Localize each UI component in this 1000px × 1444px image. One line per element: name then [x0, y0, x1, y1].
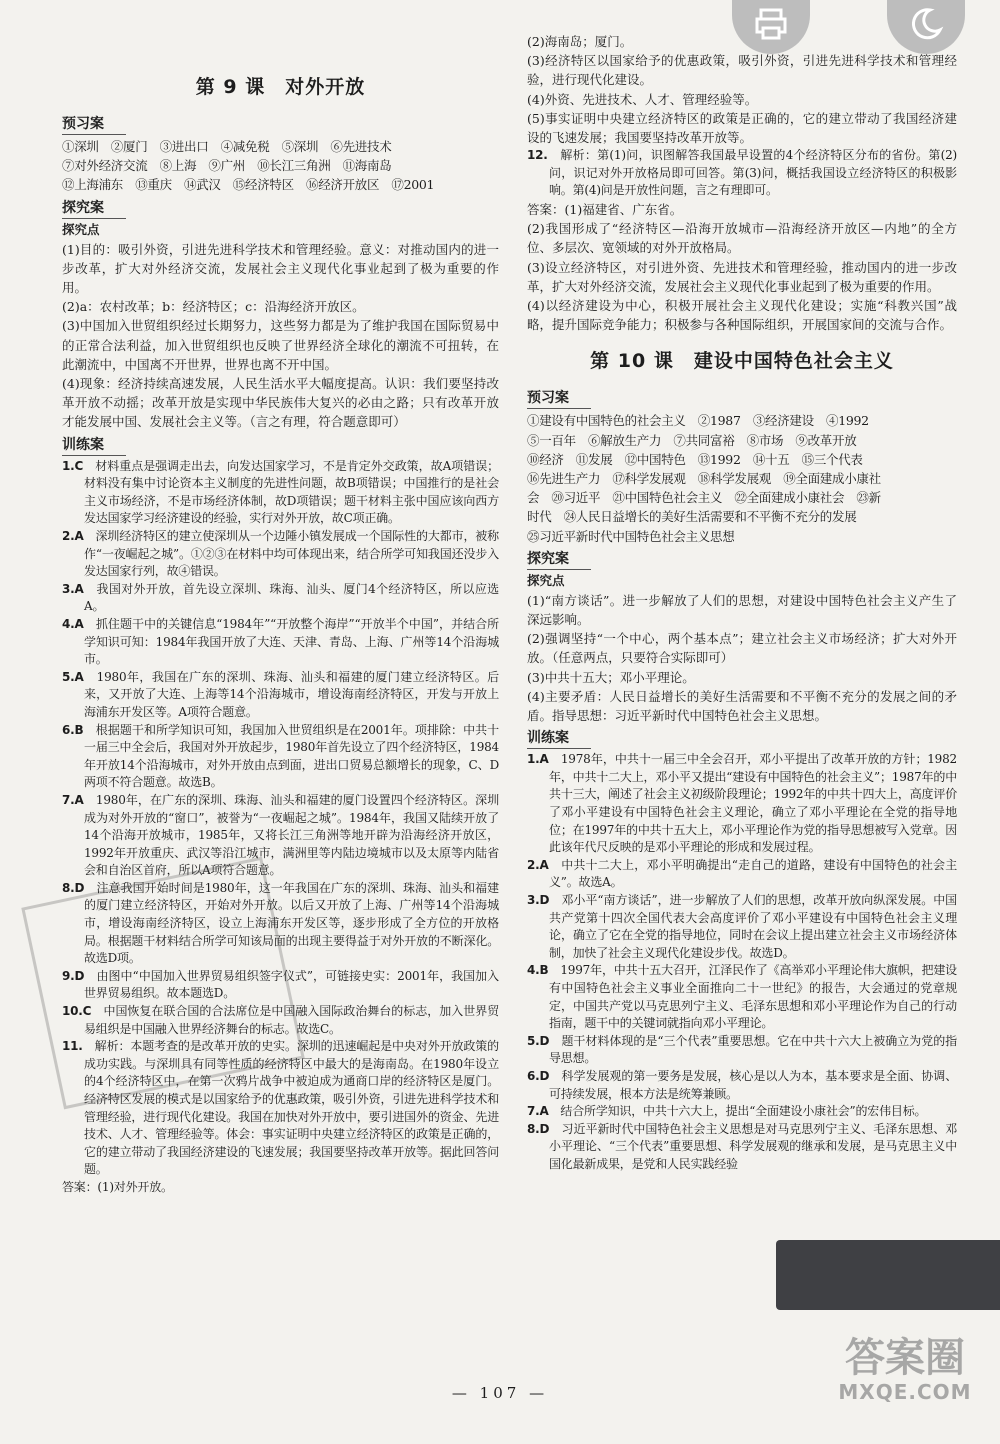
- question-text: 解析：第(1)问，识图解答我国最早设置的4个经济特区分布的省份。第(2)问，识记对外开放格局即可回答。第(3)问，概括我国设立经济特区的积极影响。第(4)问是开放性问题，言之有理即可。: [549, 148, 957, 198]
- lesson9-explore-item: (1)目的：吸引外资，引进先进科学技术和管理经验。意义：对推动国内的进一步改革，扩大对外经济交流，发展社会主义现代化事业起到了极为重要的作用。: [62, 241, 499, 296]
- question-text: 邓小平“南方谈话”，进一步解放了人们的思想，改革开放向纵深发展。中国共产党第十四次全国代表大会高度评价了邓小平建设有中国特色社会主义理论，确立了它在全党的指导地位，同时在会议上提出建立社会主义市场经济体制，加快了社会主义现代化建设步伐。故选D。: [549, 893, 957, 960]
- question-number: 7.A: [527, 1104, 549, 1119]
- overlay-panel[interactable]: [776, 1240, 1000, 1310]
- question-number: 3.A: [62, 581, 84, 596]
- lesson10-title: 第 10 课 建设中国特色社会主义: [590, 350, 894, 373]
- q11-answer-item: (4)外资、先进技术、人才、管理经验等。: [527, 91, 758, 107]
- question-text: 题干材料体现的是“三个代表”重要思想。它在中共十六大上被确立为党的指导思想。: [549, 1033, 957, 1066]
- lesson10-question: [527, 1103, 957, 1121]
- question-number: 2.A: [527, 857, 549, 872]
- lesson9-preview-line: ⑫上海浦东 ⑬重庆 ⑭武汉 ⑮经济特区 ⑯经济开放区 ⑰2001: [62, 177, 435, 193]
- question-text: 1978年，中共十一届三中全会召开，邓小平提出了改革开放的方针；1982年，中共十二大上，邓小平又提出“建设有中国特色的社会主义”；1987年的中共十三大，阐述了社会主义初级阶段理论；1992年的中共十四大上，高度评价了邓小平建设有中国特色社会主义理论，确立了邓小平理论在全党的指导地位；在1997年的中共十五大上，邓小平理论作为党的指导思想被写入党章。因此该年代尺反映的是邓小平理论的形成和发展过程。: [549, 752, 957, 855]
- lesson9-question: [62, 458, 499, 528]
- question-number: 6.D: [527, 1068, 550, 1083]
- question-text: 解析：本题考查的是改革开放的史实。深圳的迅速崛起是中央对外开放政策的成功实践。与深圳具有同等性质的经济特区中最大的是海南岛。在1980年设立的4个经济特区中，在第一次鸦片战争中被迫成为通商口岸的经济特区是厦门。经济特区发展的模式是以国家给予的优惠政策，吸引外资，引进先进科学技术和管理经验，进行现代化建设。我国在加快对外开放中，要引进国外的资金、先进技术、人才、管理经验等。体会：事实证明中央建立经济特区的政策是正确的，它的建立带动了我国经济建设的飞速发展；我国要坚持改革开放等。据此回答问题。: [84, 1039, 499, 1177]
- lesson10-explore-sub: 探究点: [527, 572, 565, 588]
- lesson10-preview-header: 预习案: [527, 389, 591, 409]
- lesson10-question: [527, 751, 957, 857]
- lesson10-explore-item: (3)中共十五大；邓小平理论。: [527, 669, 695, 685]
- lesson9-answer-11: 答案：(1)对外开放。: [62, 1179, 173, 1194]
- question-number: 11.: [62, 1039, 83, 1054]
- lesson9-question: [62, 792, 499, 880]
- q12-analysis: [527, 147, 957, 200]
- question-number: 2.A: [62, 529, 84, 544]
- q12-answer: (3)设立经济特区，对引进外资、先进技术和管理经验，推动国内的进一步改革，扩大对外经济交流，发展社会主义现代化事业起到了极为重要的作用。: [527, 259, 957, 294]
- question-text: 1997年，中共十五大召开，江泽民作了《高举邓小平理论伟大旗帜，把建设有中国特色社会主义事业全面推向二十一世纪》的报告，大会通过的党章规定，中国共产党以马克思列宁主义、毛泽东思想和邓小平理论作为自己的行动指南，题干中的关键词就指向邓小平理论。: [549, 963, 957, 1031]
- question-number: 9.D: [62, 968, 85, 983]
- question-text: 材料重点是强调走出去，向发达国家学习，不是肯定外交政策，故A项错误；材料没有集中讨论资本主义制度的先进性问题，故B项错误；中国推行的是社会主义市场经济，不是市场经济体制，故D项错误；题干材料主张中国应该向西方发达国家学习经济建设的经验，实行对外开放，故C项正确。: [84, 458, 499, 526]
- question-text: 注意我国开始时间是1980年，这一年我国在广东的深圳、珠海、汕头和福建的厦门建立经济特区，开始对外开放。以后又开放了上海、广州等14个沿海城市，增设海南经济特区，设立上海浦东开发区等，逐步形成了全方位的开放格局。根据题干材料结合所学可知该局面的出现主要得益于对外开放的不断深化。故选D项。: [84, 880, 499, 966]
- question-text: 习近平新时代中国特色社会主义思想是对马克思列宁主义、毛泽东思想、邓小平理论、“三个代表”重要思想、科学发展观的继承和发展，是马克思主义中国化最新成果，是党和人民实践经验: [549, 1121, 957, 1171]
- question-text: 由图中“中国加入世界贸易组织签字仪式”，可链接史实：2001年，我国加入世界贸易组织。故本题选D。: [84, 968, 499, 1001]
- question-text: 深圳经济特区的建立使深圳从一个边陲小镇发展成一个国际性的大都市，被称作“一夜崛起之城”。①②③在材料中均可体现出来，结合所学可知我国还没步入发达国家行列，故④错误。: [84, 529, 499, 579]
- lesson10-question: [527, 857, 957, 892]
- lesson10-train-header: 训练案: [527, 729, 591, 749]
- lesson10-preview-line: 会 ⑳习近平 ㉑中国特色社会主义 ㉒全面建成小康社会 ㉓新: [527, 490, 881, 506]
- question-number: 3.D: [527, 893, 550, 908]
- q12-answer: (4)以经济建设为中心，积极开展社会主义现代化建设；实施“科教兴国”战略，提升国际竞争能力；积极参与各种国际组织，开展国家间的交流与合作。: [527, 298, 957, 333]
- question-number: 4.A: [62, 616, 84, 631]
- lesson9-question: [62, 528, 499, 581]
- question-number: 4.B: [527, 963, 549, 978]
- right-column: [527, 34, 957, 1174]
- lesson10-question: [527, 1033, 957, 1068]
- lesson9-preview-line: ①深圳 ②厦门 ③进出口 ④减免税 ⑤深圳 ⑥先进技术: [62, 139, 392, 154]
- q11-answer-item: (5)事实证明中央建立经济特区的政策是正确的，它的建立带动了我国经济建设的飞速发展；我国要坚持改革开放等。: [527, 110, 957, 146]
- lesson10-question: [527, 1121, 957, 1174]
- lesson10-explore-item: (2)强调坚持“一个中心，两个基本点”；建立社会主义市场经济；扩大对外开放。（任意两点，只要符合实际即可）: [527, 631, 957, 666]
- lesson9-question: [62, 616, 499, 669]
- lesson9-explore-item: (4)现象：经济持续高速发展，人民生活水平大幅度提高。认识：我们要坚持改革开放不动摇；改革开放是实现中华民族伟大复兴的必由之路；只有改革开放才能发展中国、发展社会主义等。（言之有理，符合题意即可）: [62, 376, 499, 430]
- lesson10-explore-header: 探究案: [527, 550, 591, 570]
- q11-answer-item: (3)经济特区以国家给予的优惠政策，吸引外资，引进先进科学技术和管理经验，进行现代化建设。: [527, 53, 957, 88]
- lesson9-question: [62, 722, 499, 792]
- question-number: 1.A: [527, 752, 549, 767]
- lesson10-question: [527, 892, 957, 962]
- lesson10-preview-line: ⑩经济 ⑪发展 ⑫中国特色 ⑬1992 ⑭十五 ⑮三个代表: [527, 451, 863, 467]
- lesson9-explore-item: (2)a：农村改革；b：经济特区；c：沿海经济开放区。: [62, 299, 365, 315]
- question-number: 8.D: [62, 880, 85, 895]
- lesson10-preview-line: ①建设有中国特色的社会主义 ②1987 ③经济建设 ④1992: [527, 413, 869, 429]
- lesson9-question: [62, 669, 499, 722]
- question-text: 根据题干和所学知识可知，我国加入世贸组织是在2001年。项排除：中共十一届三中全会后，我国对外开放起步，1980年首先设立了四个经济特区，1984年开放14个沿海城市，对外开放由点到面，进出口贸易总额增长的现象，C、D两项不符合题意。故选B。: [84, 722, 499, 790]
- q11-answer-item: (2)海南岛；厦门。: [527, 34, 633, 49]
- question-number: 7.A: [62, 792, 84, 807]
- lesson10-question: [527, 962, 957, 1032]
- lesson9-title: 第 9 课 对外开放: [195, 76, 366, 98]
- lesson9-explore-item: (3)中国加入世贸组织经过长期努力，这些努力都是为了维护我国在国际贸易中的正常合法利益，加入世贸组织也反映了世界经济全球化的潮流不可扭转，在此潮流中，中国离不开世界，世界也离不开中国。: [62, 318, 499, 372]
- lesson9-explore-header: 探究案: [62, 199, 126, 219]
- lesson9-train-header: 训练案: [62, 436, 126, 456]
- question-number: 5.D: [527, 1033, 550, 1048]
- lesson10-preview-line: 时代 ㉔人民日益增长的美好生活需要和不平衡不充分的发展: [527, 509, 857, 525]
- lesson9-preview-header: 预习案: [62, 115, 126, 135]
- lesson9-preview-line: ⑦对外经济交流 ⑧上海 ⑨广州 ⑩长江三角洲 ⑪海南岛: [62, 158, 392, 174]
- lesson10-preview-line: ㉕习近平新时代中国特色社会主义思想: [527, 528, 735, 544]
- watermark-url: MXQE.COM: [838, 1380, 972, 1404]
- question-text: 中国恢复在联合国的合法席位是中国融入国际政治舞台的标志，加入世界贸易组织是中国融入世界经济舞台的标志。故选C。: [84, 1004, 499, 1036]
- question-number: 12.: [527, 148, 548, 163]
- question-number: 1.C: [62, 458, 84, 473]
- question-number: 5.A: [62, 669, 84, 684]
- question-text: 1980年，在广东的深圳、珠海、汕头和福建的厦门设置四个经济特区。深圳成为对外开放的“窗口”，被誉为“一夜崛起之城”。1984年，我国又陆续开放了14个沿海开放城市，1985年，又将长江三角洲等地开辟为沿海经济开放区，1992年开放重庆、武汉等沿江城市，满洲里等内陆边境城市以及太原等内陆省会和自治区首府，所以A项符合题意。: [84, 792, 499, 878]
- lesson10-preview-line: ⑤一百年 ⑥解放生产力 ⑦共同富裕 ⑧市场 ⑨改革开放: [527, 432, 857, 448]
- question-text: 科学发展观的第一要务是发展，核心是以人为本，基本要求是全面、协调、可持续发展，根本方法是统筹兼顾。: [549, 1068, 957, 1101]
- question-text: 中共十二大上，邓小平明确提出“走自己的道路，建设有中国特色的社会主义”。故选A。: [549, 857, 957, 890]
- question-text: 抓住题干中的关键信息“1984年”“开放整个海岸”“开放半个中国”，并结合所学知识可知：1984年我国开放了大连、天津、青岛、上海、广州等14个沿海城市。: [84, 616, 499, 667]
- question-number: 10.C: [62, 1004, 92, 1019]
- question-text: 结合所学知识，中共十六大上，提出“全面建设小康社会”的宏伟目标。: [560, 1104, 927, 1119]
- lesson10-preview-line: ⑯先进生产力 ⑰科学发展观 ⑱科学发展观 ⑲全面建成小康社: [527, 471, 881, 487]
- question-text: 1980年，我国在广东的深圳、珠海、汕头和福建的厦门建立经济特区。后来，又开放了大连、上海等14个沿海城市，增设海南经济特区，开发与开放上海浦东开发区等。A项符合题意。: [84, 669, 499, 719]
- lesson9-question: [62, 581, 499, 616]
- q12-answer: (2)我国形成了“经济特区—沿海开放城市—沿海经济开放区—内地”的全方位、多层次、宽领域的对外开放格局。: [527, 221, 957, 256]
- page-number: — 107 —: [451, 1384, 549, 1402]
- question-number: 8.D: [527, 1121, 550, 1136]
- q12-answer: 答案：(1)福建省、广东省。: [527, 202, 683, 217]
- question-number: 6.B: [62, 722, 84, 737]
- lesson9-explore-sub: 探究点: [62, 221, 100, 237]
- lesson10-explore-item: (4)主要矛盾：人民日益增长的美好生活需要和不平衡不充分的发展之间的矛盾。指导思想：习近平新时代中国特色社会主义思想。: [527, 688, 957, 724]
- watermark: [830, 1336, 980, 1404]
- lesson10-question: [527, 1068, 957, 1103]
- question-text: 我国对外开放，首先设立深圳、珠海、汕头、厦门4个经济特区，所以应选A。: [84, 581, 499, 614]
- watermark-logo: 答案圈: [845, 1335, 965, 1381]
- lesson10-explore-item: (1)“南方谈话”。进一步解放了人们的思想，对建设中国特色社会主义产生了深远影响。: [527, 592, 957, 628]
